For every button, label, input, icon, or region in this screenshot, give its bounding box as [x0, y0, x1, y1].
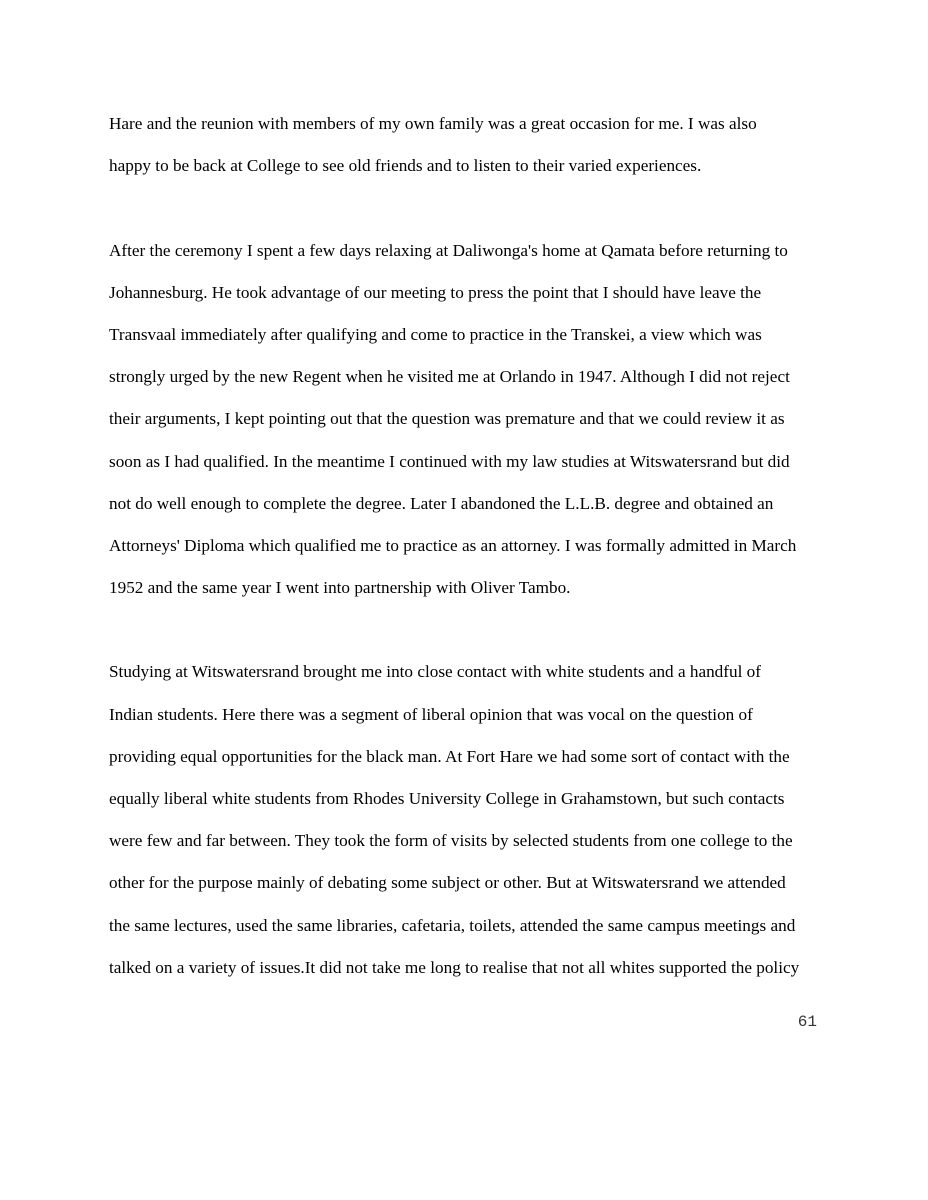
text-line: not do well enough to complete the degree. Later I abandoned the L.L.B. degree and obtained an [109, 493, 774, 513]
text-line: were few and far between. They took the form of visits by selected students from one college to the [109, 831, 793, 851]
text-line: After the ceremony I spent a few days relaxing at Daliwonga's home at Qamata before returning to [109, 240, 788, 260]
text-line: talked on a variety of issues.It did not take me long to realise that not all whites supported the policy [109, 957, 800, 977]
page-number: 61 [797, 1013, 817, 1031]
text-line: Johannesburg. He took advantage of our meeting to press the point that I should have leave the [109, 282, 762, 302]
text-line: equally liberal white students from Rhodes University College in Grahamstown, but such contacts [109, 789, 785, 808]
paragraph-2 [109, 230, 823, 610]
paragraph-3 [109, 651, 823, 989]
body-text [109, 103, 823, 989]
paragraph-spacer [109, 609, 823, 651]
text-line: providing equal opportunities for the black man. At Fort Hare we had some sort of contact with the [109, 746, 790, 766]
text-line: strongly urged by the new Regent when he visited me at Orlando in 1947. Although I did not reject [109, 367, 790, 387]
text-line: other for the purpose mainly of debating some subject or other. But at Witswatersrand we attended [109, 873, 786, 893]
paragraph-spacer [109, 187, 823, 229]
text-line: Indian students. Here there was a segment of liberal opinion that was vocal on the question of [109, 704, 753, 724]
text-line: Studying at Witswatersrand brought me into close contact with white students and a handful of [109, 662, 761, 682]
paragraph-1 [109, 103, 823, 187]
text-line: their arguments, I kept pointing out that the question was premature and that we could review it as [109, 409, 785, 429]
text-line: the same lectures, used the same libraries, cafetaria, toilets, attended the same campus meetings and [109, 915, 796, 935]
text-line: Transvaal immediately after qualifying and come to practice in the Transkei, a view which was [109, 324, 762, 344]
text-line: Attorneys' Diploma which qualified me to practice as an attorney. I was formally admitted in March [109, 535, 797, 555]
text-line: Hare and the reunion with members of my own family was a great occasion for me. I was also [109, 114, 757, 133]
text-line: soon as I had qualified. In the meantime I continued with my law studies at Witswatersrand but did [109, 451, 790, 471]
text-line: 1952 and the same year I went into partnership with Oliver Tambo. [109, 578, 571, 598]
text-line: happy to be back at College to see old friends and to listen to their varied experiences. [109, 156, 702, 176]
